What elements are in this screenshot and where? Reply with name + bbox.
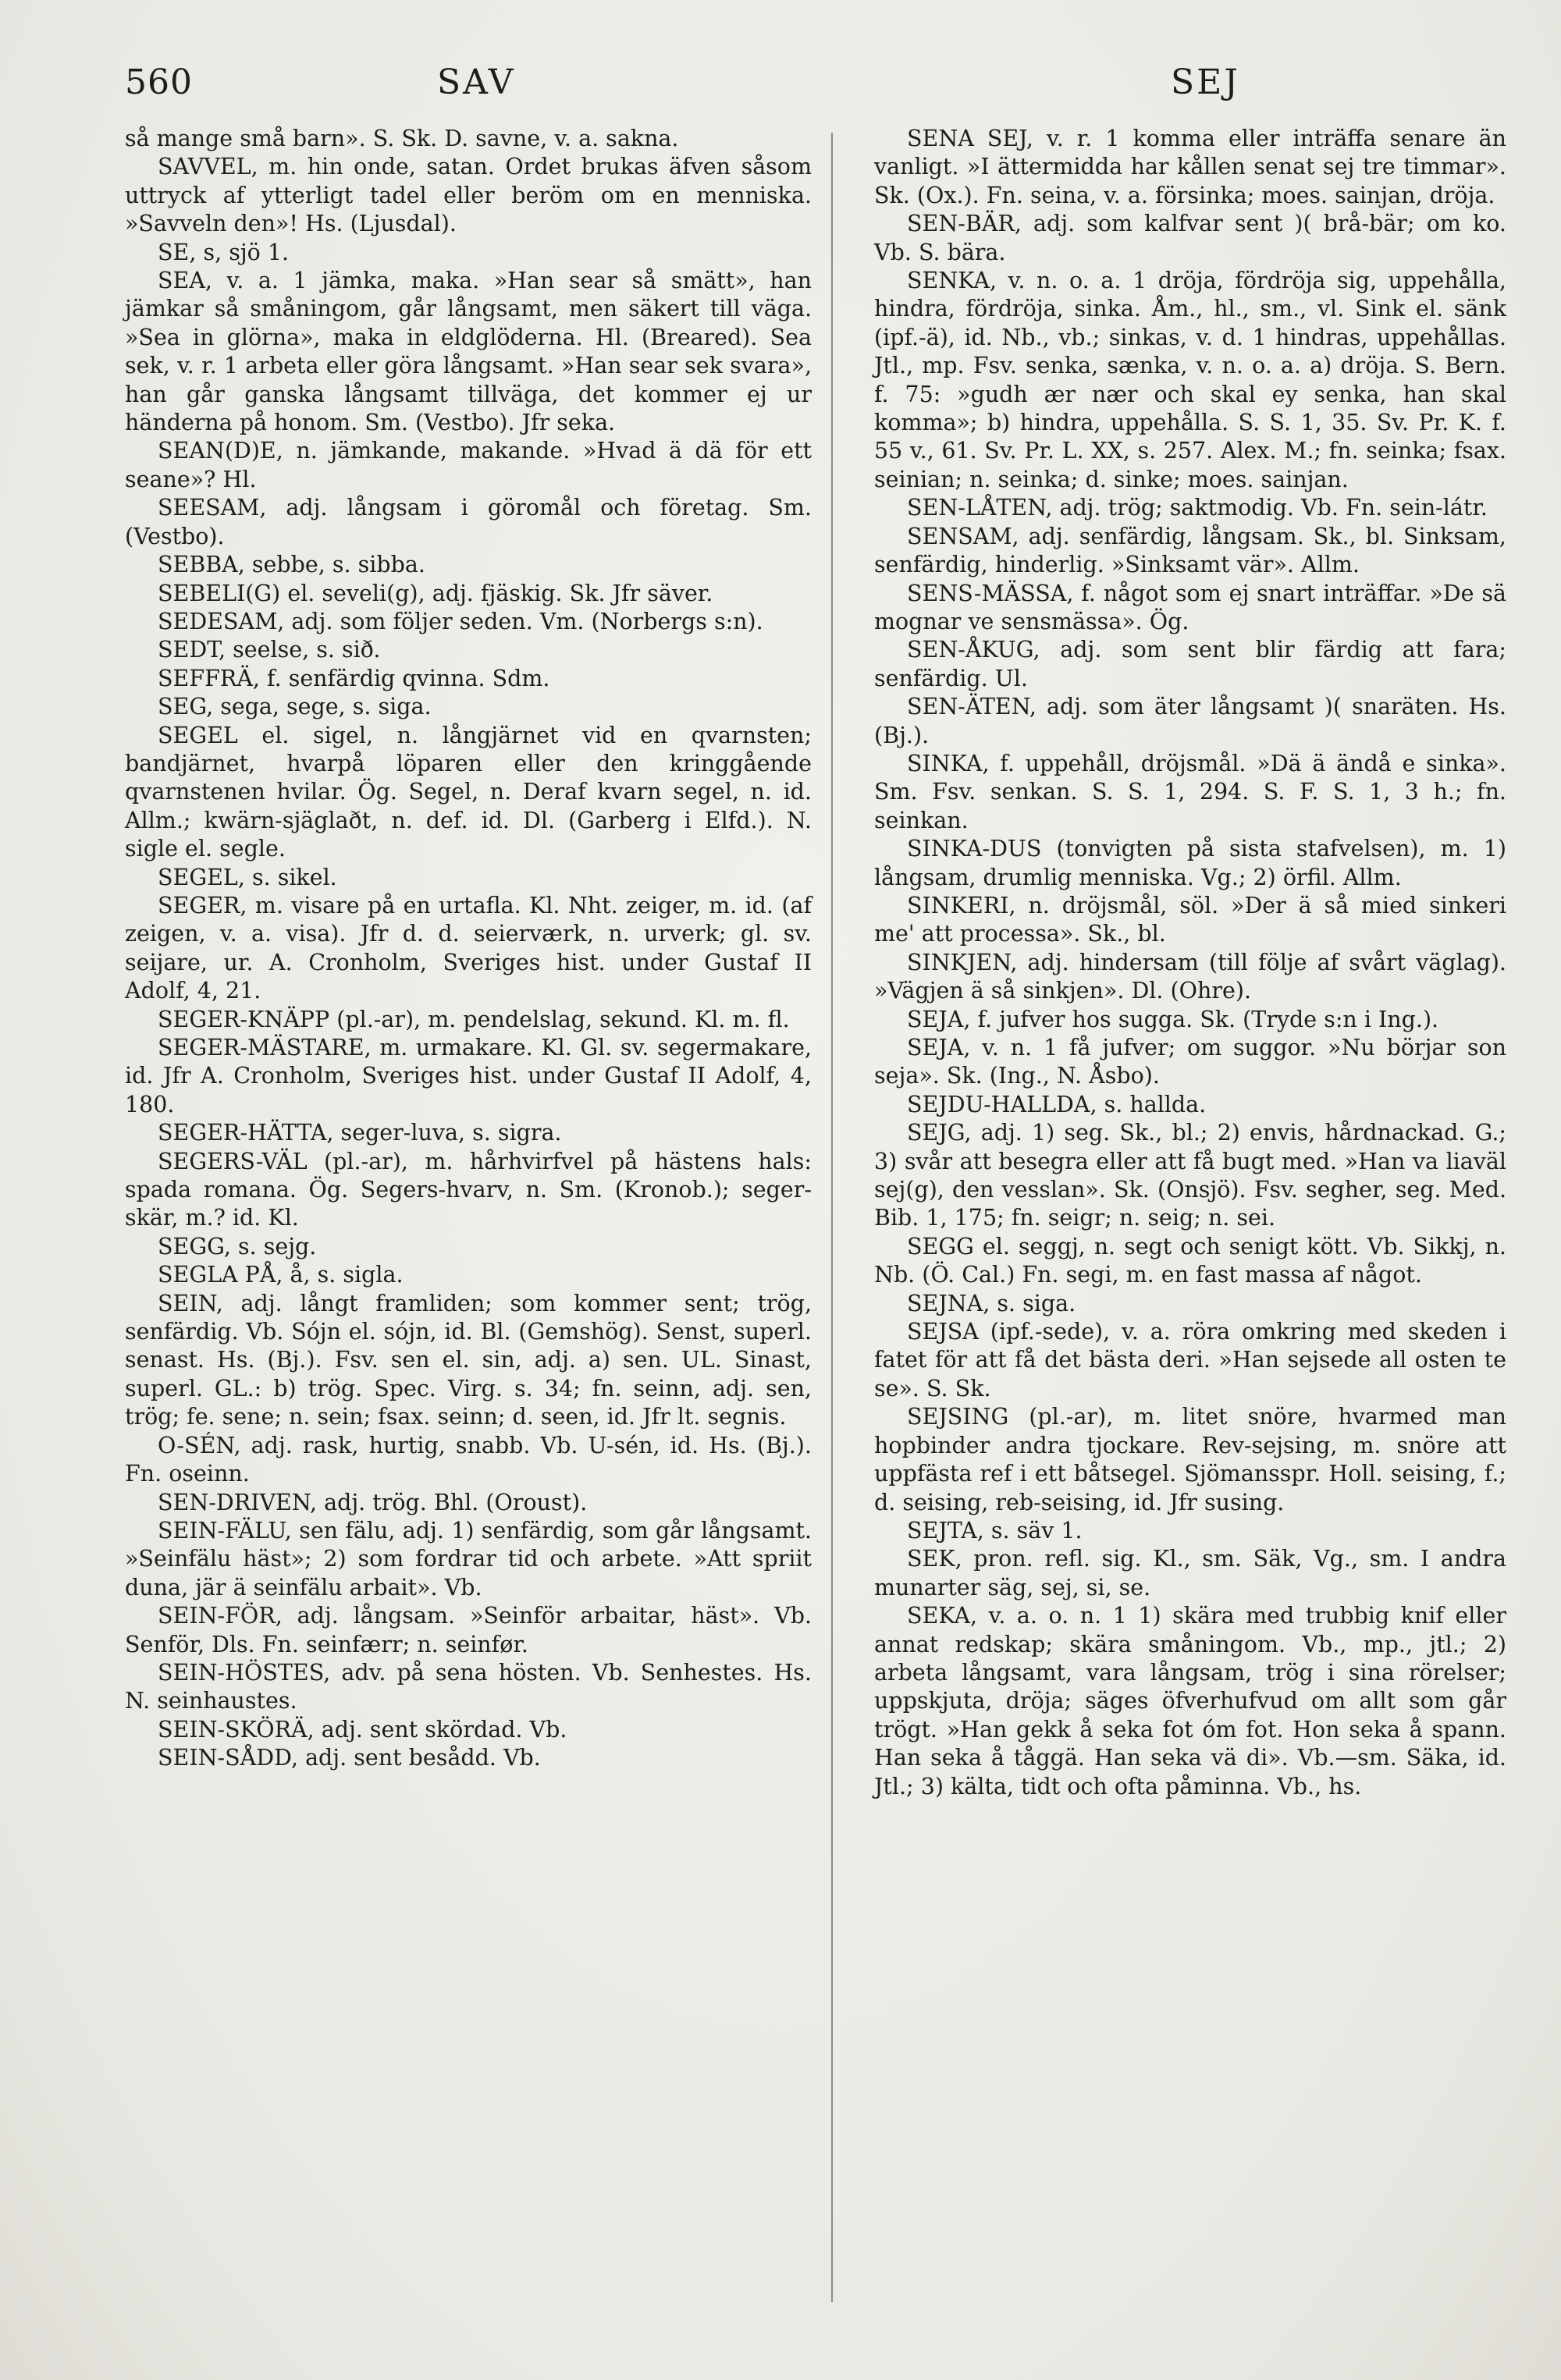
dictionary-entry: SEIN-HÖSTES, adv. på sena hösten. Vb. Senhestes. Hs. N. seinhaustes. (125, 1659, 812, 1714)
page-header (125, 62, 1491, 117)
dictionary-entry: SEESAM, adj. långsam i göromål och företag. Sm. (Vestbo). (125, 495, 812, 549)
dictionary-entry: SEK, pron. refl. sig. Kl., sm. Säk, Vg., sm. I andra munarter säg, sej, si, se. (874, 1546, 1506, 1600)
right-running-head: SEJ (1171, 62, 1240, 102)
dictionary-entry: SENA SEJ, v. r. 1 komma eller inträffa senare än vanligt. »I ättermidda har kållen senat sej tre timmar». Sk. (Ox.). Fn. seina, v. a. försinka; moes. sainjan, dröja. (874, 126, 1506, 208)
dictionary-entry: SEGEL, s. sikel. (158, 864, 337, 890)
dictionary-entry: SENS-MÄSSA, f. något som ej snart inträffar. »De sä mognar ve sensmässa». Ög. (874, 580, 1506, 634)
dictionary-entry: SEJG, adj. 1) seg. Sk., bl.; 2) envis, hårdnackad. G.; 3) svår att besegra eller att få bugt med. »Han va liaväl sej(g), den vesslan». Sk. (Onsjö). Fsv. segher, seg. Med. Bib. 1, 175; fn. seigr; n. seig; n. sei. (874, 1120, 1506, 1231)
dictionary-entry: SE, s, sjö 1. (158, 239, 290, 265)
dictionary-entry: SEGG el. seggj, n. segt och senigt kött. Vb. Sikkj, n. Nb. (Ö. Cal.) Fn. segi, m. en fast massa af något. (874, 1233, 1506, 1288)
dictionary-entry: SEJTA, s. säv 1. (907, 1517, 1083, 1543)
dictionary-entry: SEN-ÄTEN, adj. som äter långsamt )( snaräten. Hs. (Bj.). (874, 694, 1506, 748)
dictionary-entry: SEGEL el. sigel, n. långjärnet vid en qvarnsten; bandjärnet, hvarpå löparen eller den kringgående qvarnstenen hvilar. Ög. Segel, n. Deraf kvarn segel, n. id. Allm.; kwärn-sjäglaðt, n. def. id. Dl. (Garberg i Elfd.). N. sigle el. segle. (125, 722, 812, 862)
dictionary-entry: SEAN(D)E, n. jämkande, makande. »Hvad ä dä för ett seane»? Hl. (125, 438, 812, 492)
dictionary-entry: SEBBA, sebbe, s. sibba. (158, 552, 425, 578)
column-divider (831, 133, 833, 2302)
dictionary-entry: SEG, sega, sege, s. siga. (158, 694, 432, 720)
dictionary-entry: SEDESAM, adj. som följer seden. Vm. (Norbergs s:n). (158, 608, 763, 634)
dictionary-entry: SEGLA PÅ, å, s. sigla. (158, 1262, 404, 1288)
dictionary-entry: SEN-DRIVEN, adj. trög. Bhl. (Oroust). (158, 1489, 588, 1515)
dictionary-entry: SEJA, v. n. 1 få jufver; om suggor. »Nu börjar son seja». Sk. (Ing., N. Åsbo). (874, 1035, 1506, 1089)
dictionary-entry: SEGER-MÄSTARE, m. urmakare. Kl. Gl. sv. segermakare, id. Jfr A. Cronholm, Sveriges hist. under Gustaf II Adolf, 4, 180. (125, 1035, 812, 1117)
dictionary-entry: SEGER-HÄTTA, seger-luva, s. sigra. (158, 1120, 562, 1146)
dictionary-entry: SEN-ÅKUG, adj. som sent blir färdig att fara; senfärdig. Ul. (874, 637, 1506, 691)
dictionary-entry: SEGG, s. sejg. (158, 1233, 317, 1259)
dictionary-entry: SEKA, v. a. o. n. 1 1) skära med trubbig knif eller annat redskap; skära småningom. Vb., mp., jtl.; 2) arbeta långsamt, vara långsam, trög i sina rörelser; uppskjuta, dröja; säges öfverhufvud om allt som går trögt. »Han gekk å seka fot óm fot. Hon seka å spann. Han seka å tåggä. Han seka vä di». Vb.—sm. Säka, id. Jtl.; 3) kälta, tidt och ofta påminna. Vb., hs. (874, 1603, 1506, 1799)
dictionary-entry: SEIN-SKÖRÄ, adj. sent skördad. Vb. (158, 1716, 567, 1742)
dictionary-entry: SEGERS-VÄL (pl.-ar), m. hårhvirfvel på hästens hals: spada romana. Ög. Segers-hvarv, n. Sm. (Kronob.); seger-skär, m.? id. Kl. (125, 1148, 812, 1231)
dictionary-entry: SENKA, v. n. o. a. 1 dröja, fördröja sig, uppehålla, hindra, fördröja, sinka. Åm., hl., sm., vl. Sink el. sänk (ipf.-ä), id. Nb., vb.; sinkas, v. d. 1 hindras, uppehållas. Jtl., mp. Fsv. senka, sænka, v. n. o. a. a) dröja. S. Bern. f. 75: »gudh ær nær och skal ey senka, han skal komma»; b) hindra, uppehålla. S. S. 1, 35. Sv. Pr. K. f. 55 v., 61. Sv. Pr. L. XX, s. 257. Alex. M.; fn. seinka; fsax. seinian; n. seinka; d. sinke; moes. sainjan. (874, 268, 1506, 492)
dictionary-entry: SINKJEN, adj. hindersam (till följe af svårt väglag). »Vägjen ä så sinkjen». Dl. (Ohre). (874, 949, 1506, 1004)
dictionary-entry: SINKA, f. uppehåll, dröjsmål. »Dä ä ändå e sinka». Sm. Fsv. senkan. S. S. 1, 294. S. F. S. 1, 3 h.; fn. seinkan. (874, 750, 1506, 833)
dictionary-entry: SINKERI, n. dröjsmål, söl. »Der ä så mied sinkeri me' att processa». Sk., bl. (874, 892, 1506, 947)
dictionary-entry: SEGER-KNÄPP (pl.-ar), m. pendelslag, sekund. Kl. m. fl. (158, 1006, 790, 1032)
dictionary-entry: SEDT, seelse, s. sið. (158, 637, 381, 663)
dictionary-entry: SEBELI(G) el. seveli(g), adj. fjäskig. Sk. Jfr säver. (158, 580, 713, 606)
dictionary-entry: SEFFRÄ, f. senfärdig qvinna. Sdm. (158, 665, 550, 691)
dictionary-entry: SEJDU-HALLDA, s. hallda. (907, 1091, 1207, 1117)
left-column (125, 125, 812, 1773)
dictionary-entry: SINKA-DUS (tonvigten på sista stafvelsen), m. 1) långsam, drumlig menniska. Vg.; 2) örfil. Allm. (874, 836, 1506, 890)
dictionary-entry: SEIN, adj. långt framliden; som kommer sent; trög, senfärdig. Vb. Sójn el. sójn, id. Bl. (Gemshög). Senst, superl. senast. Hs. (Bj.). Fsv. sen el. sin, adj. a) sen. UL. Sinast, superl. GL.: b) trög. Spec. Virg. s. 34; fn. seinn, adj. sen, trög; fe. sene; n. sein; fsax. seinn; d. seen, id. Jfr lt. segnis. (125, 1290, 812, 1430)
dictionary-entry: SEIN-SÅDD, adj. sent besådd. Vb. (158, 1745, 541, 1771)
right-column (874, 125, 1506, 1801)
dictionary-entry: SEA, v. a. 1 jämka, maka. »Han sear så smätt», han jämkar så småningom, går långsamt, men säkert till väga. »Sea in glörna», maka in eldglöderna. Hl. (Breared). Sea sek, v. r. 1 arbeta eller göra långsamt. »Han sear sek svara», han går ganska långsamt tillväga, det kommer ej ur händerna på honom. Sm. (Vestbo). Jfr seka. (125, 268, 812, 436)
dictionary-entry: så mange små barn». S. Sk. D. savne, v. a. sakna. (125, 126, 679, 151)
dictionary-entry: SAVVEL, m. hin onde, satan. Ordet brukas äfven såsom uttryck af ytterligt tadel eller beröm om en menniska. »Savveln den»! Hs. (Ljusdal). (125, 154, 812, 237)
dictionary-entry: SENSAM, adj. senfärdig, långsam. Sk., bl. Sinksam, senfärdig, hinderlig. »Sinksamt vär». Allm. (874, 523, 1506, 578)
dictionary-entry: SEIN-FÖR, adj. långsam. »Seinför arbaitar, häst». Vb. Senför, Dls. Fn. seinfærr; n. seinfør. (125, 1603, 812, 1657)
dictionary-entry: O-SÉN, adj. rask, hurtig, snabb. Vb. U-sén, id. Hs. (Bj.). Fn. oseinn. (125, 1432, 812, 1487)
dictionary-entry: SEGER, m. visare på en urtafla. Kl. Nht. zeiger, m. id. (af zeigen, v. a. visa). Jfr d. d. seierværk, n. urverk; gl. sv. seijare, ur. A. Cronholm, Sveriges hist. under Gustaf II Adolf, 4, 21. (125, 892, 812, 1004)
dictionary-entry: SEN-BÄR, adj. som kalfvar sent )( brå-bär; om ko. Vb. S. bära. (874, 211, 1506, 265)
dictionary-entry: SEJSING (pl.-ar), m. litet snöre, hvarmed man hopbinder andra tjockare. Rev-sejsing, m. snöre att uppfästa ref i ett båtsegel. Sjömansspr. Holl. seising, f.; d. seising, reb-seising, id. Jfr susing. (874, 1404, 1506, 1515)
left-running-head: SAV (437, 62, 516, 102)
dictionary-entry: SEJNA, s. siga. (907, 1290, 1076, 1316)
dictionary-entry: SEIN-FÄLU, sen fälu, adj. 1) senfärdig, som går långsamt. »Seinfälu häst»; 2) som fordrar tid och arbete. »Att spriit duna, jär ä seinfälu arbait». Vb. (125, 1517, 812, 1600)
dictionary-entry: SEJSA (ipf.-sede), v. a. röra omkring med skeden i fatet för att få det bästa deri. »Han sejsede all osten te se». S. Sk. (874, 1319, 1506, 1401)
dictionary-entry: SEJA, f. jufver hos sugga. Sk. (Tryde s:n i Ing.). (907, 1006, 1439, 1032)
page-number: 560 (125, 62, 193, 102)
dictionary-entry: SEN-LÅTEN, adj. trög; saktmodig. Vb. Fn. sein-látr. (907, 495, 1488, 521)
